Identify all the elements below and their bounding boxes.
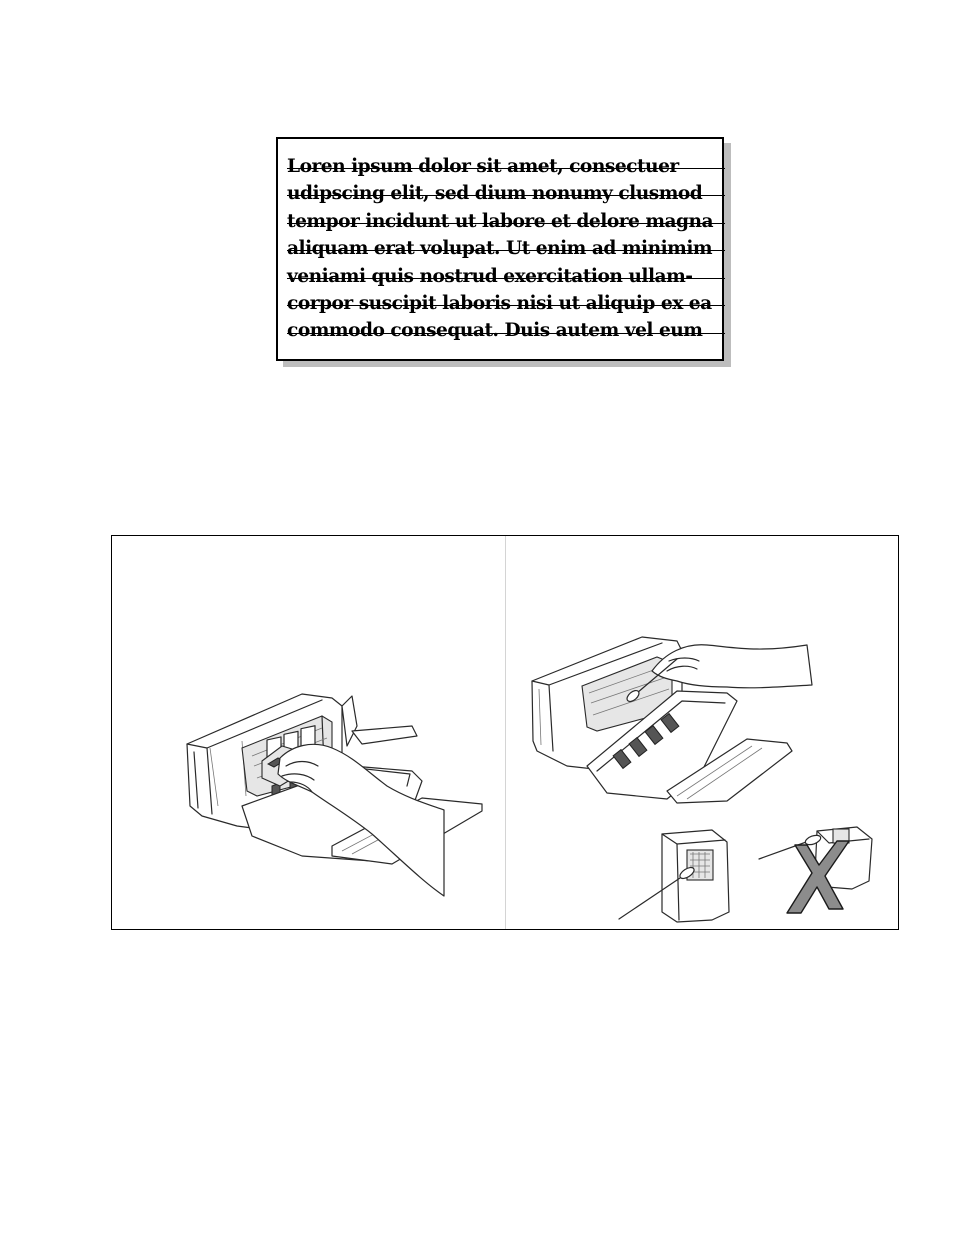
sample-text-box [276, 137, 724, 361]
cross-mark-icon [757, 821, 887, 926]
sample-line: veniami quis nostrud exercitation ullam- [287, 263, 725, 290]
printer-remove-cartridge-illustration [182, 686, 512, 886]
sample-line: udipscing elit, sed dium nonumy clusmod [287, 180, 725, 207]
sample-line: commodo consequat. Duis autem vel eum [287, 317, 725, 344]
sample-line: tempor incidunt ut labore et delore magna [287, 208, 725, 235]
sample-text-paragraph [287, 153, 725, 345]
illustration-frame [111, 535, 899, 930]
print-cartridge-icon [617, 824, 747, 924]
printer-clean-cradle-illustration [527, 631, 827, 811]
sample-line: aliquam erat volupat. Ut enim ad minimim [287, 235, 725, 262]
sample-line: Loren ipsum dolor sit amet, consectuer [287, 153, 725, 180]
sample-line: corpor suscipit laboris nisi ut aliquip ex ea [287, 290, 725, 317]
